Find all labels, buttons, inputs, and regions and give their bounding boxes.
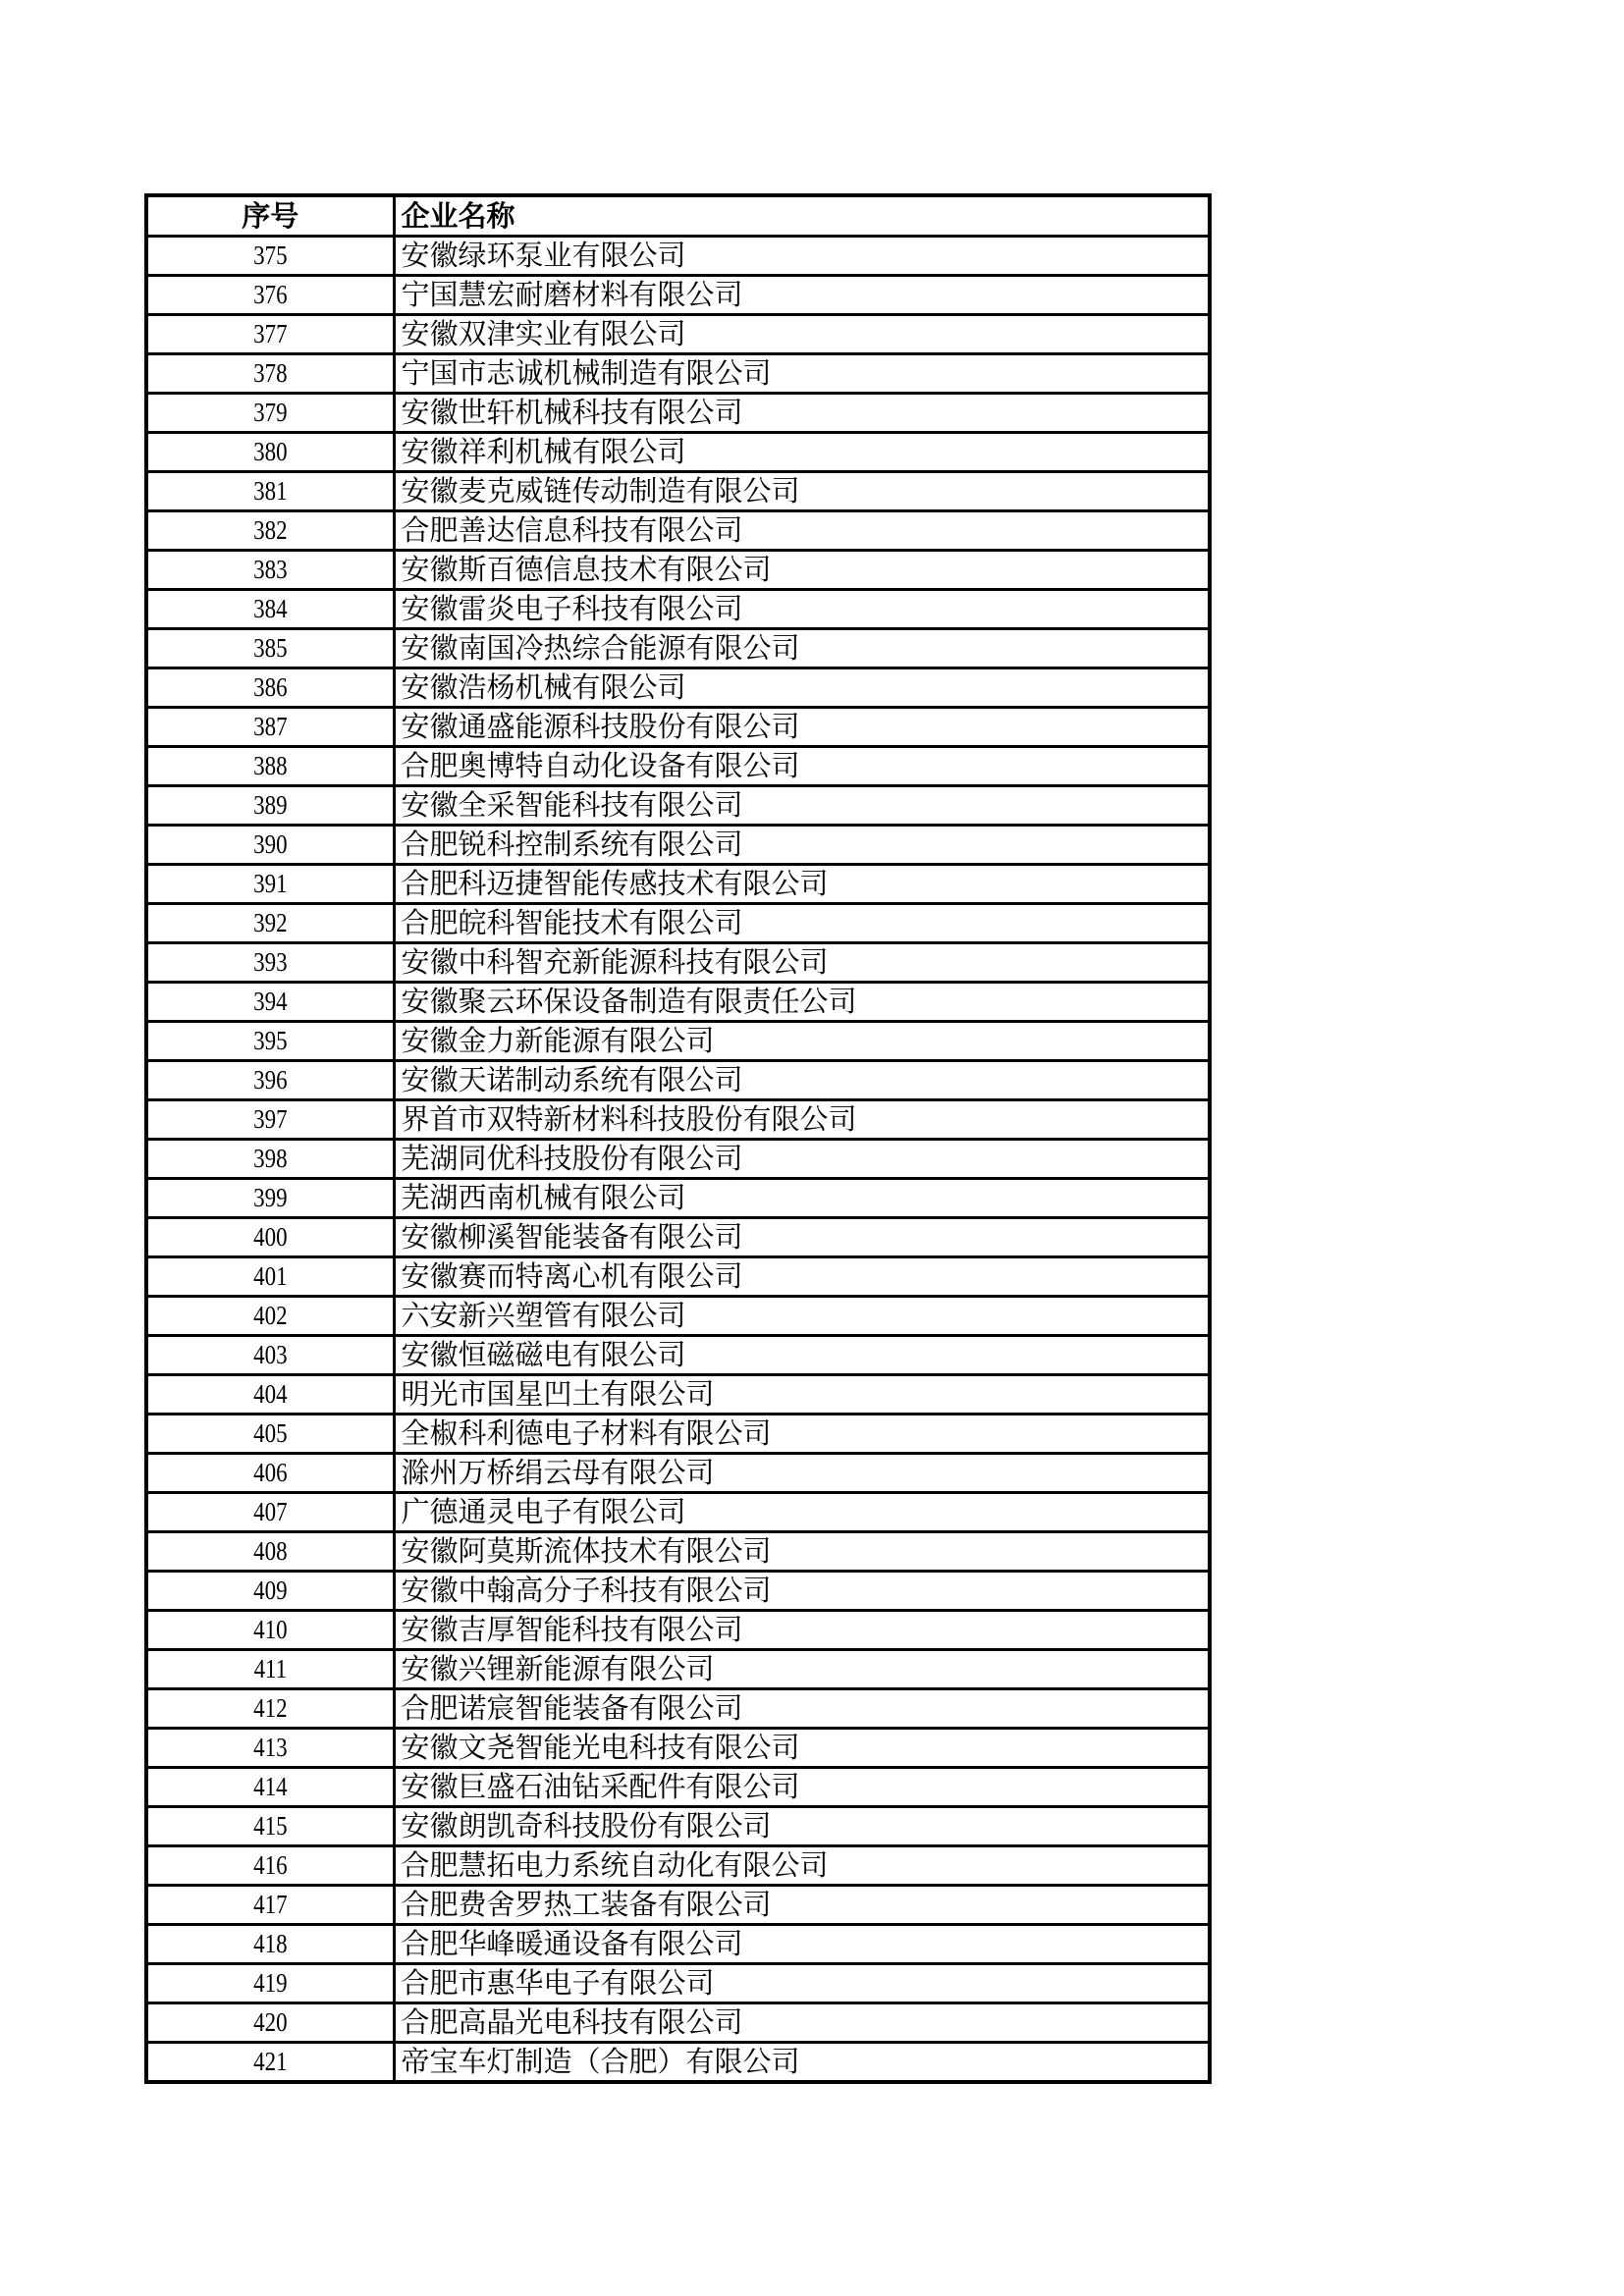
cell-serial-number: 386 — [167, 668, 376, 708]
cell-serial-number: 408 — [167, 1532, 376, 1572]
cell-company-name: 安徽聚云环保设备制造有限责任公司 — [394, 983, 1208, 1022]
table-row — [148, 1257, 1208, 1297]
table-row — [148, 708, 1208, 747]
cell-serial-number: 379 — [167, 394, 376, 433]
cell-company-name: 合肥高晶光电科技有限公司 — [394, 2003, 1208, 2043]
cell-serial-number: 382 — [167, 511, 376, 551]
cell-serial-number: 377 — [167, 315, 376, 354]
cell-serial-number: 392 — [167, 904, 376, 943]
cell-company-name: 明光市国星凹土有限公司 — [394, 1375, 1208, 1415]
cell-company-name: 滁州万桥绢云母有限公司 — [394, 1454, 1208, 1493]
table-row — [148, 1140, 1208, 1179]
table-row — [148, 1061, 1208, 1100]
table-row — [148, 2003, 1208, 2043]
cell-company-name: 安徽世轩机械科技有限公司 — [394, 394, 1208, 433]
cell-serial-number: 396 — [167, 1061, 376, 1100]
table-row — [148, 1964, 1208, 2003]
table-row — [148, 826, 1208, 865]
cell-serial-number: 375 — [167, 237, 376, 276]
cell-company-name: 合肥皖科智能技术有限公司 — [394, 904, 1208, 943]
company-list-table — [148, 197, 1208, 2080]
cell-company-name: 合肥慧拓电力系统自动化有限公司 — [394, 1846, 1208, 1886]
cell-company-name: 安徽兴锂新能源有限公司 — [394, 1650, 1208, 1689]
cell-company-name: 帝宝车灯制造（合肥）有限公司 — [394, 2043, 1208, 2081]
table-row — [148, 354, 1208, 394]
cell-company-name: 合肥奥博特自动化设备有限公司 — [394, 747, 1208, 786]
header-company-name: 企业名称 — [394, 197, 1208, 237]
cell-serial-number: 417 — [167, 1886, 376, 1925]
cell-company-name: 安徽通盛能源科技股份有限公司 — [394, 708, 1208, 747]
cell-company-name: 安徽天诺制动系统有限公司 — [394, 1061, 1208, 1100]
table-row — [148, 983, 1208, 1022]
cell-company-name: 宁国慧宏耐磨材料有限公司 — [394, 276, 1208, 315]
cell-company-name: 合肥诺宸智能装备有限公司 — [394, 1689, 1208, 1729]
table-row — [148, 1768, 1208, 1807]
cell-company-name: 全椒科利德电子材料有限公司 — [394, 1415, 1208, 1454]
cell-company-name: 安徽吉厚智能科技有限公司 — [394, 1611, 1208, 1650]
table-body — [148, 237, 1208, 2081]
cell-serial-number: 394 — [167, 983, 376, 1022]
cell-company-name: 安徽阿莫斯流体技术有限公司 — [394, 1532, 1208, 1572]
cell-serial-number: 378 — [167, 354, 376, 394]
cell-serial-number: 385 — [167, 629, 376, 668]
cell-company-name: 安徽文尧智能光电科技有限公司 — [394, 1729, 1208, 1768]
cell-serial-number: 412 — [167, 1689, 376, 1729]
cell-serial-number: 387 — [167, 708, 376, 747]
cell-company-name: 安徽恒磁磁电有限公司 — [394, 1336, 1208, 1375]
cell-company-name: 安徽中翰高分子科技有限公司 — [394, 1572, 1208, 1611]
table-row — [148, 1100, 1208, 1140]
table-row — [148, 472, 1208, 511]
table-row — [148, 315, 1208, 354]
cell-company-name: 界首市双特新材料科技股份有限公司 — [394, 1100, 1208, 1140]
table-row — [148, 786, 1208, 826]
table-row — [148, 237, 1208, 276]
cell-serial-number: 393 — [167, 943, 376, 983]
table-row — [148, 747, 1208, 786]
cell-company-name: 芜湖同优科技股份有限公司 — [394, 1140, 1208, 1179]
table-row — [148, 904, 1208, 943]
cell-serial-number: 399 — [167, 1179, 376, 1218]
cell-company-name: 安徽双津实业有限公司 — [394, 315, 1208, 354]
cell-serial-number: 411 — [167, 1650, 376, 1689]
table-row — [148, 590, 1208, 629]
table-row — [148, 865, 1208, 904]
table-row — [148, 394, 1208, 433]
cell-serial-number: 402 — [167, 1297, 376, 1336]
cell-serial-number: 389 — [167, 786, 376, 826]
table-row — [148, 1532, 1208, 1572]
cell-serial-number: 418 — [167, 1925, 376, 1964]
cell-company-name: 安徽祥利机械有限公司 — [394, 433, 1208, 472]
cell-serial-number: 419 — [167, 1964, 376, 2003]
cell-company-name: 安徽斯百德信息技术有限公司 — [394, 551, 1208, 590]
table-row — [148, 1689, 1208, 1729]
table-row — [148, 1179, 1208, 1218]
cell-serial-number: 400 — [167, 1218, 376, 1257]
table-row — [148, 1297, 1208, 1336]
cell-serial-number: 407 — [167, 1493, 376, 1532]
table-row — [148, 943, 1208, 983]
table-row — [148, 1336, 1208, 1375]
table-row — [148, 1218, 1208, 1257]
table-row — [148, 1886, 1208, 1925]
cell-company-name: 合肥费舍罗热工装备有限公司 — [394, 1886, 1208, 1925]
cell-company-name: 安徽麦克威链传动制造有限公司 — [394, 472, 1208, 511]
cell-company-name: 合肥市惠华电子有限公司 — [394, 1964, 1208, 2003]
table-row — [148, 433, 1208, 472]
company-list-table-container — [144, 193, 1212, 2084]
cell-company-name: 安徽金力新能源有限公司 — [394, 1022, 1208, 1061]
table-row — [148, 1611, 1208, 1650]
header-serial-number: 序号 — [148, 197, 394, 237]
table-row — [148, 1572, 1208, 1611]
cell-serial-number: 398 — [167, 1140, 376, 1179]
cell-company-name: 合肥华峰暖通设备有限公司 — [394, 1925, 1208, 1964]
cell-serial-number: 420 — [167, 2003, 376, 2043]
cell-company-name: 安徽柳溪智能装备有限公司 — [394, 1218, 1208, 1257]
table-row — [148, 551, 1208, 590]
cell-company-name: 安徽南国冷热综合能源有限公司 — [394, 629, 1208, 668]
table-row — [148, 1729, 1208, 1768]
table-row — [148, 1022, 1208, 1061]
cell-serial-number: 409 — [167, 1572, 376, 1611]
cell-serial-number: 421 — [167, 2043, 376, 2081]
cell-serial-number: 414 — [167, 1768, 376, 1807]
cell-serial-number: 381 — [167, 472, 376, 511]
table-row — [148, 511, 1208, 551]
cell-company-name: 合肥锐科控制系统有限公司 — [394, 826, 1208, 865]
table-row — [148, 629, 1208, 668]
cell-serial-number: 390 — [167, 826, 376, 865]
cell-serial-number: 410 — [167, 1611, 376, 1650]
cell-company-name: 安徽赛而特离心机有限公司 — [394, 1257, 1208, 1297]
cell-company-name: 安徽中科智充新能源科技有限公司 — [394, 943, 1208, 983]
cell-company-name: 合肥科迈捷智能传感技术有限公司 — [394, 865, 1208, 904]
cell-serial-number: 383 — [167, 551, 376, 590]
cell-company-name: 安徽全采智能科技有限公司 — [394, 786, 1208, 826]
cell-serial-number: 403 — [167, 1336, 376, 1375]
cell-serial-number: 380 — [167, 433, 376, 472]
cell-serial-number: 404 — [167, 1375, 376, 1415]
table-row — [148, 1375, 1208, 1415]
cell-company-name: 安徽朗凯奇科技股份有限公司 — [394, 1807, 1208, 1846]
cell-company-name: 安徽雷炎电子科技有限公司 — [394, 590, 1208, 629]
cell-company-name: 广德通灵电子有限公司 — [394, 1493, 1208, 1532]
table-row — [148, 1925, 1208, 1964]
table-row — [148, 1493, 1208, 1532]
cell-serial-number: 391 — [167, 865, 376, 904]
cell-company-name: 合肥善达信息科技有限公司 — [394, 511, 1208, 551]
cell-serial-number: 406 — [167, 1454, 376, 1493]
cell-serial-number: 384 — [167, 590, 376, 629]
table-row — [148, 2043, 1208, 2081]
cell-company-name: 安徽巨盛石油钻采配件有限公司 — [394, 1768, 1208, 1807]
table-row — [148, 1650, 1208, 1689]
table-row — [148, 1454, 1208, 1493]
cell-serial-number: 401 — [167, 1257, 376, 1297]
cell-company-name: 六安新兴塑管有限公司 — [394, 1297, 1208, 1336]
table-row — [148, 1846, 1208, 1886]
table-row — [148, 1807, 1208, 1846]
cell-serial-number: 376 — [167, 276, 376, 315]
cell-serial-number: 388 — [167, 747, 376, 786]
table-row — [148, 1415, 1208, 1454]
cell-serial-number: 415 — [167, 1807, 376, 1846]
table-header-row — [148, 197, 1208, 237]
cell-serial-number: 405 — [167, 1415, 376, 1454]
table-row — [148, 668, 1208, 708]
cell-company-name: 芜湖西南机械有限公司 — [394, 1179, 1208, 1218]
cell-serial-number: 416 — [167, 1846, 376, 1886]
table-row — [148, 276, 1208, 315]
cell-company-name: 安徽浩杨机械有限公司 — [394, 668, 1208, 708]
cell-serial-number: 397 — [167, 1100, 376, 1140]
cell-company-name: 安徽绿环泵业有限公司 — [394, 237, 1208, 276]
cell-serial-number: 395 — [167, 1022, 376, 1061]
cell-serial-number: 413 — [167, 1729, 376, 1768]
cell-company-name: 宁国市志诚机械制造有限公司 — [394, 354, 1208, 394]
